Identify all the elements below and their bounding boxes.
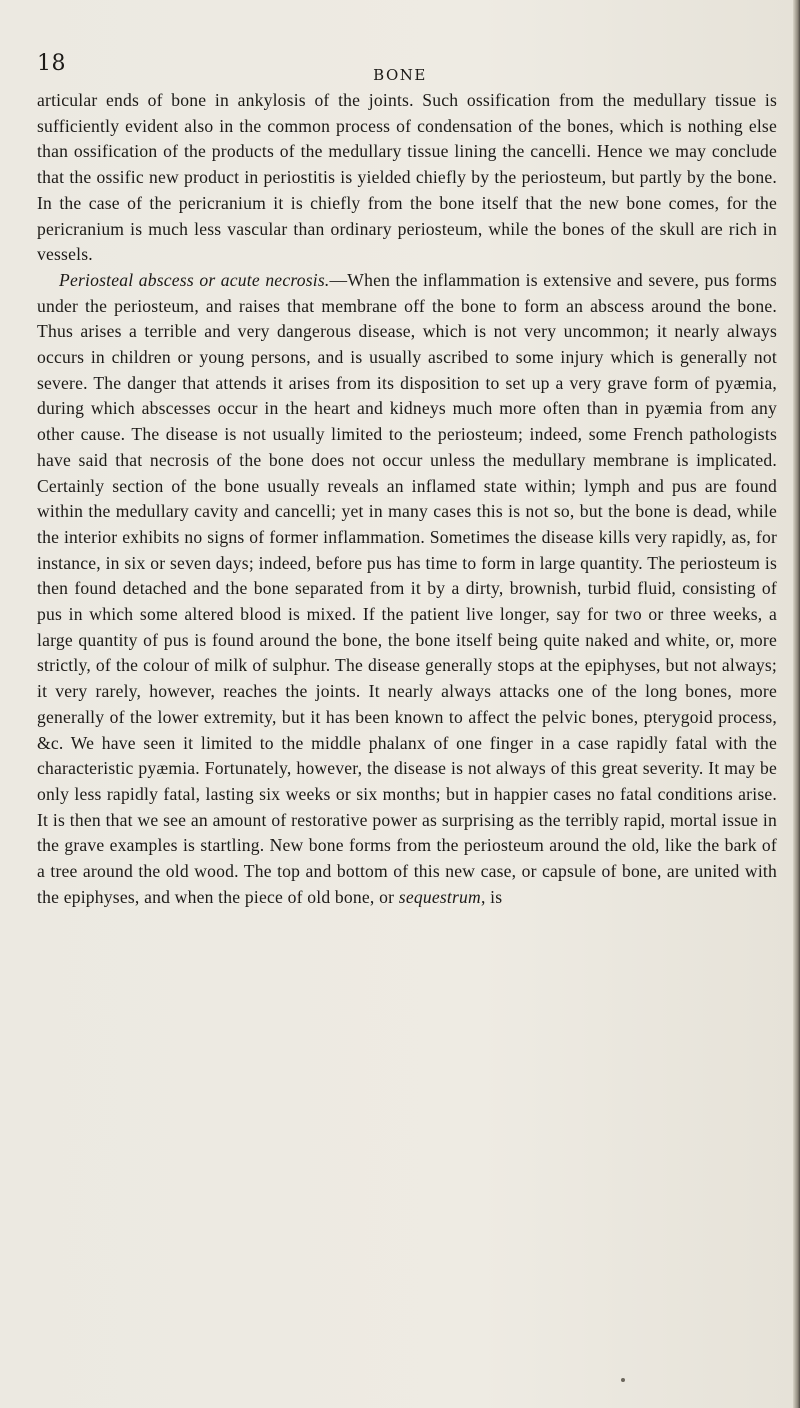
paragraph-tail: , is <box>480 886 503 907</box>
paragraph-text: —When the inflammation is extensive and severe, pus forms under the periosteum, and raises that membrane off the bone to form an abscess around the bone. Thus arises a terrible and very dangerous disease, which is not very uncommon; it nearly always occurs in children or young persons, and is usually ascribed to some injury which is generally not severe. The danger that attends it arises from its disposition to set up a very grave form of pyæmia, during which abscesses occur in the heart and kidneys much more often than in pyæmia from any other cause. The disease is not usually limited to the periosteum; indeed, some French pathologists have said that necrosis of the bone does not occur unless the medullary membrane is implicated. Certainly section of the bone usually reveals an inflamed state within; lymph and pus are found within the medullary cavity and cancelli; yet in many cases this is not so, but the bone is dead, while the interior exhibits no signs of former inflammation. Sometimes the disease kills very rapidly, as, for instance, in six or seven days; indeed, before pus has time to form in large quantity. The periosteum is then found detached and the bone separated from it by a dirty, brownish, turbid fluid, consisting of pus in which some altered blood is mixed. If the patient live longer, say for two or three weeks, a large quantity of pus is found around the bone, the bone itself being quite naked and white, or, more strictly, of the colour of milk of sulphur. The disease generally stops at the epiphyses, but not always; it very rarely, however, reaches the joints. It nearly always attacks one of the long bones, more generally of the lower extremity, but it has been known to affect the pelvic bones, pterygoid process, &c. We have seen it limited to the middle phalanx of one finger in a case rapidly fatal with the characteristic pyæmia. Fortunately, however, the disease is not always of this great severity. It may be only less rapidly fatal, lasting six weeks or six months; but in happier cases no fatal conditions arise. It is then that we see an amount of restorative power as surprising as the terribly rapid, mortal issue in the grave examples is startling. New bone forms from the periosteum around the old, like the bark of a tree around the old wood. The top and bottom of this new case, or capsule of bone, are united with the epiphyses, and when the piece of old bone, or <box>37 269 777 907</box>
paragraph-continuation <box>37 88 777 268</box>
paragraph-periosteal-abscess <box>37 268 777 911</box>
paragraph-text: articular ends of bone in ankylosis of the joints. Such ossification from the medullary tissue is sufficiently evident also in the common process of condensation of the bones, which is nothing else than ossification of the products of the medullary tissue lining the cancelli. Hence we may conclude that the ossific new product in periostitis is yielded chiefly by the periosteum, but partly by the bone. In the case of the pericranium it is chiefly from the bone itself that the new bone comes, for the pericranium is much less vascular than ordinary periosteum, while the bones of the skull are rich in vessels. <box>37 90 777 265</box>
italic-term: sequestrum <box>398 886 481 907</box>
section-heading: Periosteal abscess or acute necrosis. <box>59 269 330 290</box>
ink-speck <box>621 1378 625 1382</box>
page-number: 18 <box>37 51 66 76</box>
page-body <box>37 88 777 911</box>
running-title: BONE <box>373 66 427 84</box>
page-edge-shadow <box>793 0 800 1408</box>
